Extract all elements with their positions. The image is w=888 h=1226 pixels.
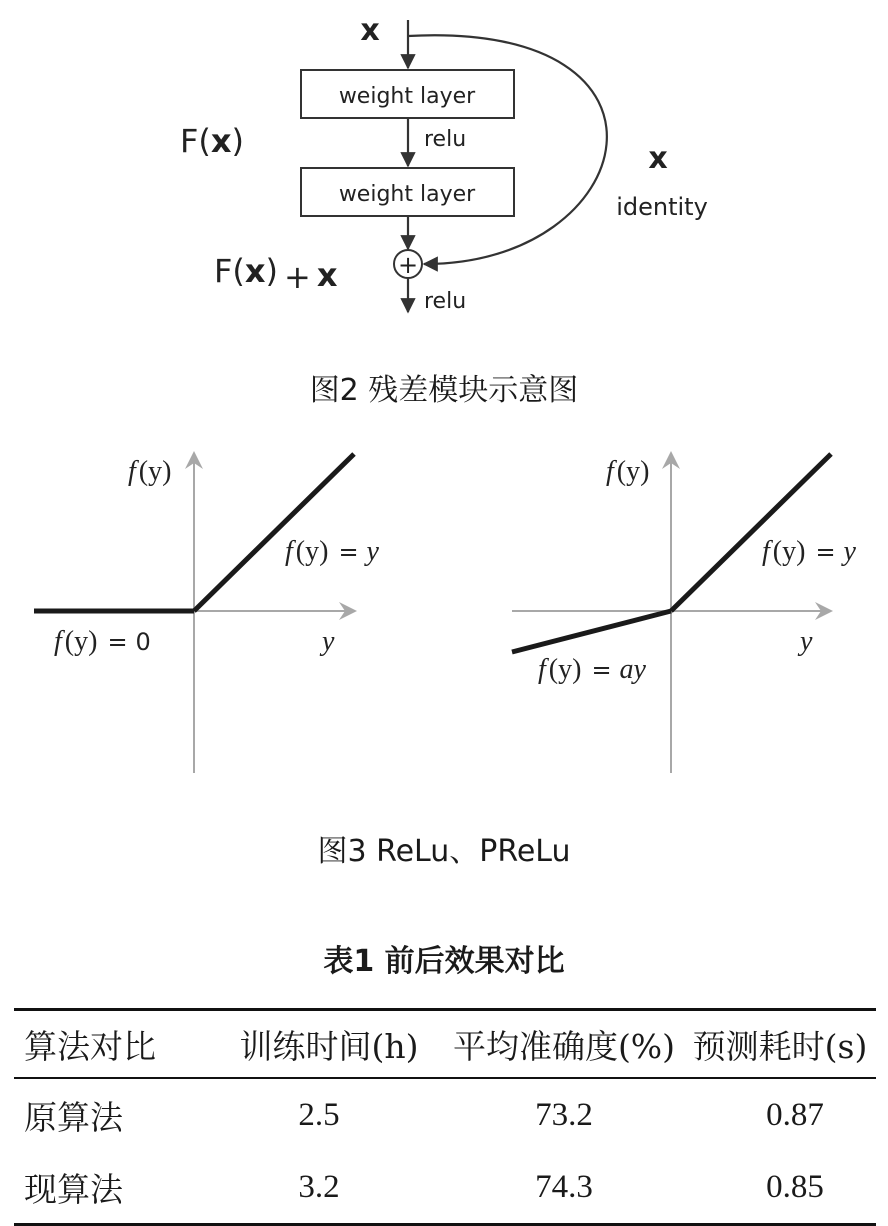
relu-negative-formula: f (y) = 0 — [54, 626, 151, 657]
table-row — [14, 1151, 876, 1225]
skip-x-label: x — [648, 141, 668, 176]
header-training-time: 训练时间(h) — [239, 1026, 419, 1066]
relu-2-label: relu — [424, 289, 467, 314]
relu-x-axis-label: y — [322, 626, 335, 657]
header-algorithm: 算法对比 — [24, 1026, 156, 1066]
sum-output-label: F(x) + x — [214, 252, 338, 296]
prelu-negative-formula: f (y) = ay — [538, 654, 646, 685]
prelu-negative-segment — [512, 611, 671, 652]
prelu-y-axis-label: f (y) — [606, 456, 650, 487]
cell-algorithm: 原算法 — [24, 1097, 123, 1137]
prelu-panel — [512, 454, 857, 773]
activation-functions-figure — [0, 440, 888, 785]
cell-algorithm: 现算法 — [24, 1169, 123, 1209]
relu-panel — [34, 454, 380, 773]
prelu-positive-formula: f (y) = y — [762, 536, 856, 567]
residual-function-label: F(x) — [180, 122, 245, 160]
cell-prediction-time: 0.87 — [766, 1096, 824, 1133]
cell-training-time: 2.5 — [298, 1096, 340, 1133]
prelu-positive-segment — [671, 454, 831, 611]
comparison-table — [14, 1008, 876, 1226]
figure-2-caption: 图2 残差模块示意图 — [309, 373, 579, 408]
header-prediction-time: 预测耗时(s) — [692, 1026, 868, 1066]
relu-y-axis-label: f (y) — [128, 456, 172, 487]
residual-block-diagram — [0, 0, 888, 330]
cell-accuracy: 74.3 — [535, 1168, 593, 1205]
table-1-caption: 表1 前后效果对比 — [323, 944, 565, 979]
weight-layer-2-label: weight layer — [338, 182, 476, 207]
identity-label: identity — [616, 193, 708, 221]
weight-layer-1-label: weight layer — [338, 84, 476, 109]
comparison-table-grid — [14, 1008, 876, 1226]
header-accuracy: 平均准确度(%) — [452, 1026, 676, 1066]
cell-accuracy: 73.2 — [535, 1096, 593, 1133]
input-x-label: x — [360, 13, 380, 48]
relu-positive-formula: f (y) = y — [285, 536, 379, 567]
add-symbol: + — [397, 251, 419, 279]
table-row — [14, 1078, 876, 1151]
cell-prediction-time: 0.85 — [766, 1168, 824, 1205]
relu-positive-segment — [194, 454, 354, 611]
relu-1-label: relu — [424, 127, 467, 152]
cell-training-time: 3.2 — [298, 1168, 340, 1205]
table-header-row — [14, 1010, 876, 1079]
prelu-x-axis-label: y — [800, 626, 813, 657]
figure-3-caption: 图3 ReLu、PReLu — [317, 834, 571, 869]
